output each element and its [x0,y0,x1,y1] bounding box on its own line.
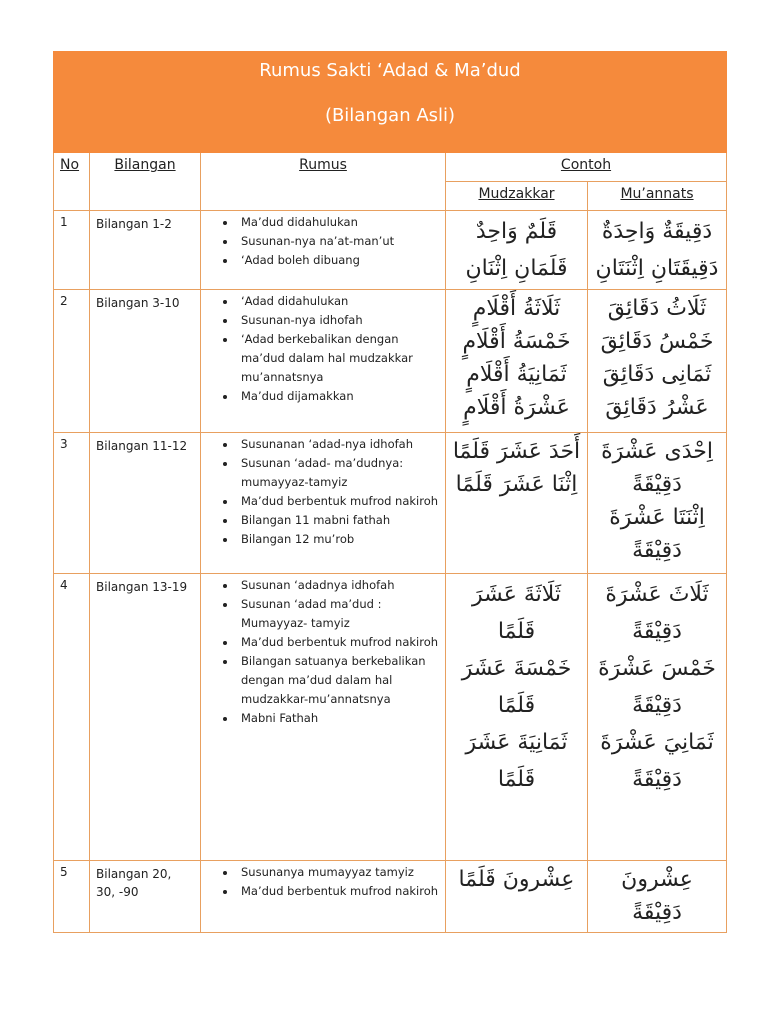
rumus-item: • Bilangan 11 mabni fathah [237,511,445,530]
rumus-item: • ‘Adad boleh dibuang [237,251,445,270]
arabic-phrase: أَحَدَ عَشَرَ قَلَمًا [452,439,581,464]
row-number: 4 [54,574,90,861]
example-muannats [588,211,727,290]
rumus-item: • Susunanan ‘adad-nya idhofah [237,435,445,454]
rumus-list [201,576,445,728]
rumus-item: • Susunan-nya idhofah [237,311,445,330]
row-bilangan: Bilangan 3-10 [90,290,201,433]
arabic-phrase: عِشْرونَ [621,867,693,892]
example-muannats [588,290,727,433]
arabic-phrase: خَمْسَةُ أَقْلَامٍ [462,329,571,354]
rumus-item: • Ma’dud didahulukan [237,213,445,232]
table-row [54,574,727,861]
row-rumus [201,290,446,433]
arabic-phrase: قَلَمَانِ اِثْنَانِ [465,256,568,281]
arabic-phrase: قَلَمًا [497,619,536,644]
row-bilangan: Bilangan 20, 30, -90 [90,861,201,933]
arabic-phrase: عِشْرونَ قَلَمًا [458,867,575,892]
row-number: 1 [54,211,90,290]
arabic-phrase: اِثْنَا عَشَرَ قَلَمًا [455,472,578,497]
arabic-phrase: دَقِيْقَةً [632,693,682,718]
rumus-list [201,292,445,406]
arabic-phrase: ثَمَانِى دَقَائِقَ [602,362,712,387]
example-mudzakkar [446,574,588,861]
arabic-phrase: ثَمَانِيَةَ عَشَرَ [465,730,568,755]
arabic-phrase: قَلَمًا [497,767,536,792]
row-number: 5 [54,861,90,933]
example-mudzakkar [446,861,588,933]
arabic-phrase: قَلَمًا [497,693,536,718]
rumus-list [201,435,445,549]
arabic-phrase: دَقِيْقَةً [632,900,682,925]
arabic-phrase: دَقِيْقَةً [632,538,682,563]
example-muannats [588,574,727,861]
arabic-phrase: عَشْرَةُ أَقْلَامٍ [463,395,570,420]
rumus-item: • Bilangan satuanya berkebalikan dengan ma’dud dalam hal mudzakkar-mu’annatsnya [237,652,445,709]
document-title: Rumus Sakti ‘Adad & Ma’dud [259,60,521,81]
header-mudzakkar: Mudzakkar [446,182,588,211]
example-muannats [588,433,727,574]
rumus-list [201,213,445,270]
rumus-item: • Susunanya mumayyaz tamyiz [237,863,445,882]
row-number: 2 [54,290,90,433]
rumus-item: • Bilangan 12 mu’rob [237,530,445,549]
rumus-item: • Ma’dud berbentuk mufrod nakiroh [237,492,445,511]
arabic-phrase: عَشْرُ دَقَائِقَ [605,395,709,420]
rumus-item: • ‘Adad berkebalikan dengan ma’dud dalam hal mudzakkar mu’annatsnya [237,330,445,387]
rumus-item: • Ma’dud dijamakkan [237,387,445,406]
rumus-item: • Mabni Fathah [237,709,445,728]
row-rumus [201,211,446,290]
arabic-phrase: دَقِيقَةٌ وَاحِدَةٌ [601,219,713,244]
table-row [54,861,727,933]
arabic-phrase: اِحْدَى عَشْرَةَ [601,439,713,464]
row-number: 3 [54,433,90,574]
rumus-item: • Susunan ‘adad- ma’dudnya: mumayyaz-tamyiz [237,454,445,492]
header-row-1 [54,153,727,182]
arabic-phrase: ثَلَاثَةَ عَشَرَ [471,582,562,607]
header-bilangan: Bilangan [90,153,201,211]
rumus-item: • ‘Adad didahulukan [237,292,445,311]
arabic-phrase: اِثْنَتَا عَشْرَةَ [609,505,705,530]
header-contoh: Contoh [446,153,727,182]
arabic-phrase: دَقِيْقَةً [632,472,682,497]
arabic-phrase: ثَلَاثَةُ أَقْلَامٍ [472,296,561,321]
header-no: No [54,153,90,211]
row-rumus [201,861,446,933]
table-row [54,433,727,574]
document-sheet [53,51,726,933]
arabic-phrase: ثَلَاثَ عَشْرَةَ [605,582,709,607]
arabic-phrase: ثَمَانِيَةُ أَقْلَامٍ [466,362,567,387]
example-mudzakkar [446,211,588,290]
arabic-phrase: ثَلَاثُ دَقَائِقَ [607,296,707,321]
row-rumus [201,433,446,574]
rumus-item: • Susunan ‘adadnya idhofah [237,576,445,595]
rumus-list [201,863,445,901]
arabic-phrase: خَمْسُ دَقَائِقَ [600,329,714,354]
document-subtitle: (Bilangan Asli) [324,105,456,126]
example-muannats [588,861,727,933]
arabic-phrase: خَمْسَةَ عَشَرَ [461,656,572,681]
row-bilangan: Bilangan 1-2 [90,211,201,290]
example-mudzakkar [446,433,588,574]
arabic-phrase: خَمْسَ عَشْرَةَ [598,656,716,681]
table-row [54,211,727,290]
row-bilangan: Bilangan 13-19 [90,574,201,861]
arabic-phrase: دَقِيْقَةً [632,619,682,644]
title-row [54,52,727,153]
row-bilangan: Bilangan 11-12 [90,433,201,574]
arabic-phrase: ثَمَانِيَ عَشْرَةَ [600,730,714,755]
rumus-item: • Ma’dud berbentuk mufrod nakiroh [237,633,445,652]
table-row [54,290,727,433]
adad-maadud-table [53,51,727,933]
rumus-item: • Ma’dud berbentuk mufrod nakiroh [237,882,445,901]
header-rumus: Rumus [201,153,446,211]
arabic-phrase: قَلَمٌ وَاحِدٌ [475,219,558,244]
rumus-item: • Susunan ‘adad ma’dud : Mumayyaz- tamyiz [237,595,445,633]
title-banner [54,52,727,153]
arabic-phrase: دَقِيقَتَانِ اِثْنَتَانِ [595,256,719,281]
arabic-phrase: دَقِيْقَةً [632,767,682,792]
header-muannats: Mu’annats [588,182,727,211]
rumus-item: • Susunan-nya na’at-man’ut [237,232,445,251]
example-mudzakkar [446,290,588,433]
row-rumus [201,574,446,861]
